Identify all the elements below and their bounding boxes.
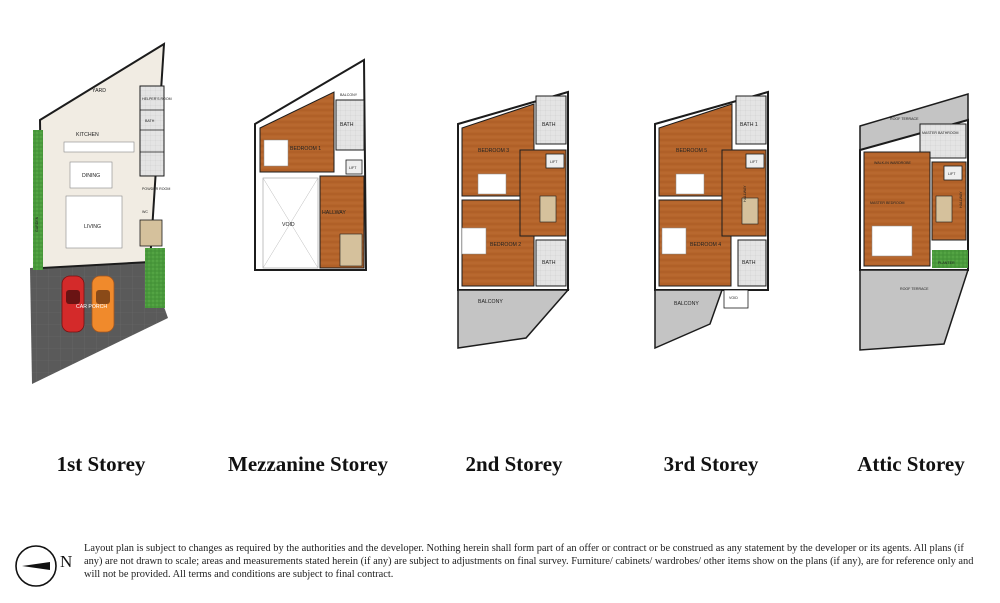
room-label-wc: WC [142, 210, 148, 214]
plan-attic-storey [860, 94, 968, 350]
label-1st-storey: 1st Storey [56, 452, 146, 476]
garden-strip-right [145, 248, 165, 308]
room-label-kitchen: KITCHEN [76, 132, 99, 138]
room-label-bath-top: BATH [542, 122, 556, 128]
room-label-powder-room: POWDER ROOM [142, 187, 171, 191]
3rd-bed-bottom [662, 228, 686, 254]
room-label-yard: YARD [92, 88, 107, 94]
room-label-bedroom-1: BEDROOM 1 [290, 146, 322, 152]
room-label-void: VOID [729, 296, 738, 300]
mezzanine-stair [340, 234, 362, 266]
attic-planter [932, 250, 968, 268]
room-label-hallway: HALLWAY [322, 210, 346, 216]
3rd-bed-top [676, 174, 704, 194]
room-label-bedroom-3: BEDROOM 3 [478, 148, 510, 154]
room-label-bedroom-5: BEDROOM 5 [676, 148, 708, 154]
room-label-bedroom-4: BEDROOM 4 [690, 242, 722, 248]
2nd-bed-bottom [462, 228, 486, 254]
3rd-balcony [655, 290, 722, 348]
label-attic-storey: Attic Storey [857, 452, 965, 476]
room-label-balcony: BALCONY [674, 301, 699, 307]
room-label-lift: LIFT [349, 166, 357, 170]
living-sofa [66, 196, 122, 248]
room-label-balcony: BALCONY [478, 299, 503, 305]
attic-roof-terrace-bottom [860, 270, 968, 350]
2nd-balcony [458, 290, 568, 348]
room-label-balcony: BALCONY [340, 93, 358, 97]
plan-3rd-storey [655, 92, 768, 348]
room-label-planter: PLANTER [938, 261, 955, 265]
label-mezzanine-storey: Mezzanine Storey [228, 452, 388, 476]
room-label-hallway: HALLWAY [743, 185, 747, 202]
room-label-helpers-room: HELPER'S ROOM [142, 97, 172, 101]
plan-1st-storey [30, 44, 172, 384]
room-label-hallway: HALLWAY [959, 191, 963, 208]
attic-stair [936, 196, 952, 222]
room-label-lift: LIFT [750, 160, 758, 164]
room-label-garden: GARDEN [35, 216, 39, 232]
room-label-dining: DINING [82, 173, 101, 179]
mezzanine-bed [264, 140, 288, 166]
label-3rd-storey: 3rd Storey [663, 452, 759, 476]
label-2nd-storey: 2nd Storey [465, 452, 563, 476]
room-label-master-bathroom: MASTER BATHROOM [922, 131, 959, 135]
compass-icon [14, 544, 58, 588]
room-label-bath-1: BATH 1 [740, 122, 758, 128]
2nd-bath-top [536, 96, 566, 144]
room-label-roof-terrace-top: ROOF TERRACE [890, 117, 919, 121]
2nd-stair [540, 196, 556, 222]
plan-mezzanine-storey [255, 60, 366, 270]
room-label-car-porch: CAR PORCH [76, 304, 108, 310]
room-label-lift: LIFT [550, 160, 558, 164]
garden-strip-left [33, 130, 43, 270]
room-label-bath-bottom: BATH [742, 260, 756, 266]
room-label-walk-in-wardrobe: WALK-IN WARDROBE [874, 161, 911, 165]
kitchen-counter [64, 142, 134, 152]
compass-north-letter: N [60, 552, 73, 571]
room-label-bath-bottom: BATH [542, 260, 556, 266]
room-label-lift: LIFT [948, 172, 956, 176]
room-label-bedroom-2: BEDROOM 2 [490, 242, 522, 248]
room-label-living: LIVING [84, 224, 102, 230]
staircase-1st [140, 220, 162, 246]
room-label-master-bedroom: MASTER BEDROOM [870, 201, 905, 205]
2nd-bed-top [478, 174, 506, 194]
3rd-bath-top [736, 96, 766, 144]
room-label-bath: BATH [145, 119, 155, 123]
room-label-roof-terrace-bottom: ROOF TERRACE [900, 287, 929, 291]
plan-2nd-storey [458, 92, 568, 348]
room-label-bath: BATH [340, 122, 354, 128]
attic-master-bed [872, 226, 912, 256]
room-label-void: VOID [282, 222, 295, 228]
disclaimer-text: Layout plan is subject to changes as required by the authorities and the developer. Nothing herein shall form part of an offer or contract or be construed as any statement by the developer or its agents. All plans (if any) are not drawn to scale; areas and measurements stated herein (if any) are subject to adjustments on final survey. Furniture/ cabinets/ wardrobes/ other items show on the plans (if any), are for reference only and will not be provided. All terms and conditions are subject to final contract. [84, 543, 974, 581]
